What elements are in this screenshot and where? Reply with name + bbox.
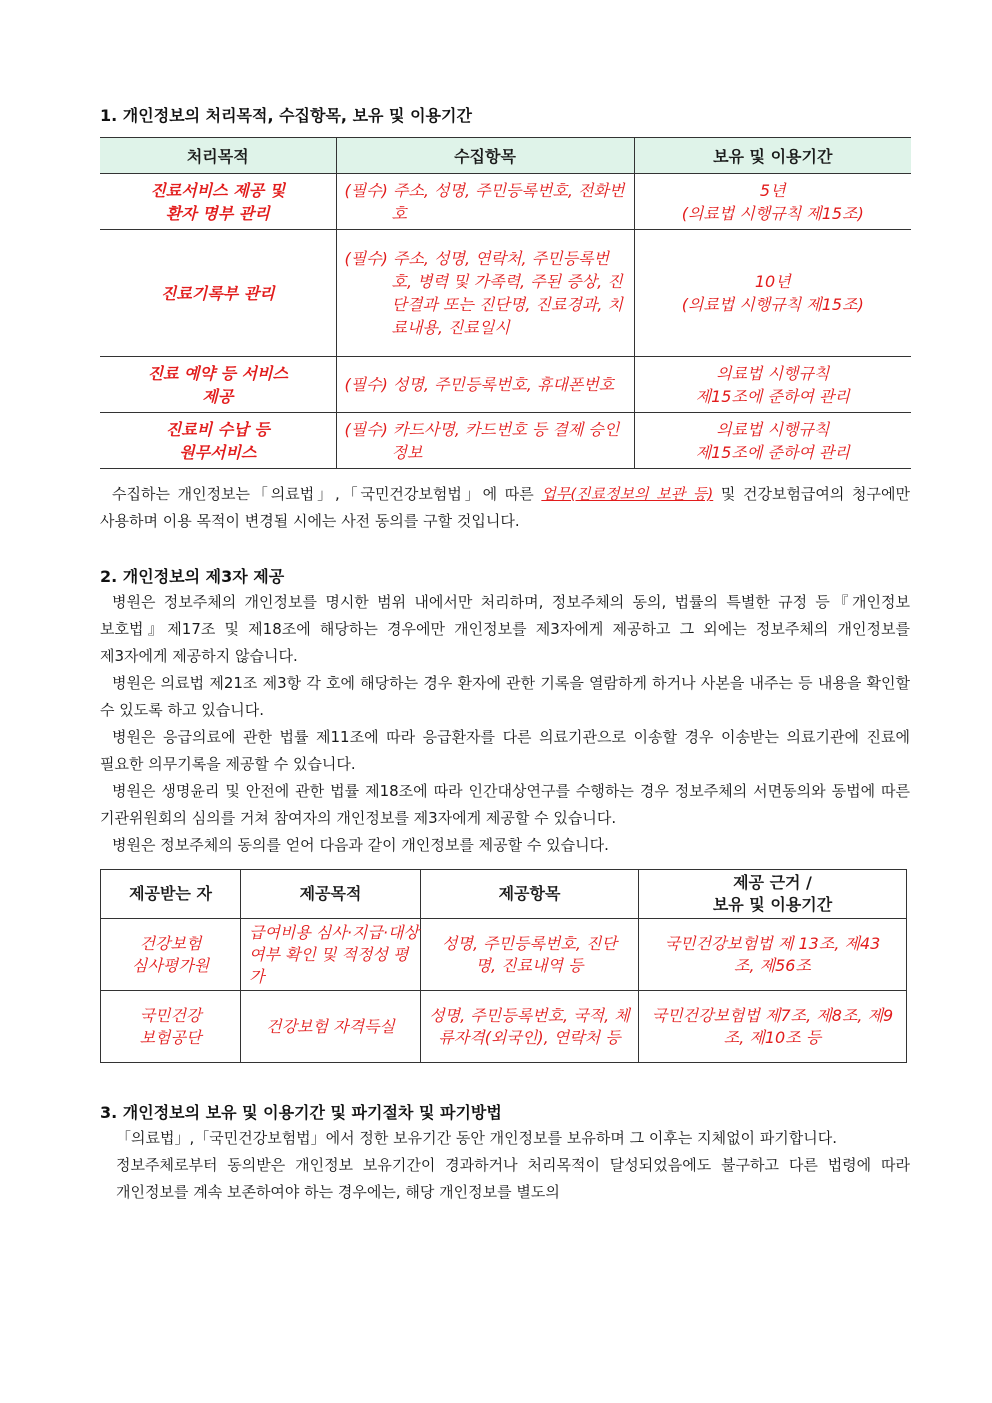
row-purpose: 진료 예약 등 서비스 제공 (100, 357, 336, 413)
row-recipient: 건강보험 심사평가원 (101, 919, 241, 991)
header-items: 수집항목 (336, 138, 634, 174)
document-page (100, 104, 910, 1206)
row-purpose: 진료비 수납 등 원무서비스 (100, 413, 336, 469)
section2-paragraph: 병원은 응급의료에 관한 법률 제11조에 따라 응급환자를 다른 의료기관으로 이송할 경우 이송받는 의료기관에 진료에 필요한 의무기록을 제공할 수 있습니다. (100, 728, 910, 773)
section1-note: 수집하는 개인정보는「의료법」,「국민건강보험법」에 따른 업무(진료정보의 보관 등) 및 건강보험급여의 청구에만 사용하며 이용 목적이 변경될 시에는 사전 동의를 구할 것입니다. (100, 485, 910, 530)
section2-paragraph: 병원은 정보주체의 개인정보를 명시한 범위 내에서만 처리하며, 정보주체의 동의, 법률의 특별한 규정 등『개인정보 보호법』제17조 및 제18조에 해당하는 경우에만 개인정보를 제3자에게 제공하고 그 외에는 정보주체의 개인정보를 제3자에게 제공하지 않습니다. (100, 593, 910, 665)
header-period: 보유 및 이용기간 (634, 138, 911, 174)
table-header-row (100, 138, 911, 174)
table-header-row (101, 870, 907, 919)
section3-paragraph: 「의료법」,「국민건강보험법」에서 정한 보유기간 동안 개인정보를 보유하며 그 이후는 지체없이 파기합니다. (116, 1129, 838, 1147)
table-row (100, 174, 911, 230)
third-party-provision-table (100, 869, 907, 1063)
row-recipient: 국민건강 보험공단 (101, 991, 241, 1063)
header-recipient: 제공받는 자 (101, 870, 241, 919)
section3-heading: 3. 개인정보의 보유 및 이용기간 및 파기절차 및 파기방법 (100, 1103, 502, 1122)
row-items: (필수) 성명, 주민등록번호, 휴대폰번호 (336, 357, 634, 413)
row-items: 성명, 주민등록번호, 국적, 체류자격(외국인), 연락처 등 (421, 991, 639, 1063)
header-purpose: 처리목적 (100, 138, 336, 174)
row-basis: 국민건강보험법 제 13조, 제43조, 제56조 (639, 919, 907, 991)
section2-paragraph: 병원은 정보주체의 동의를 얻어 다음과 같이 개인정보를 제공할 수 있습니다. (112, 836, 609, 854)
section2-heading: 2. 개인정보의 제3자 제공 (100, 567, 285, 586)
table-row (100, 413, 911, 469)
row-items: (필수) 주소, 성명, 주민등록번호, 전화번호 (336, 174, 634, 230)
table-row (100, 230, 911, 357)
section2-paragraph: 병원은 생명윤리 및 안전에 관한 법률 제18조에 따라 인간대상연구를 수행하는 경우 정보주체의 서면동의와 동법에 따른 기관위원회의 심의를 거쳐 참여자의 개인정보를 제3자에게 제공할 수 있습니다. (100, 782, 910, 827)
row-purpose: 건강보험 자격득실 (241, 991, 421, 1063)
row-purpose: 진료기록부 관리 (100, 230, 336, 357)
row-purpose: 급여비용 심사·지급·대상여부 확인 및 적정성 평가 (241, 919, 421, 991)
row-period: 의료법 시행규칙 제15조에 준하여 관리 (634, 413, 911, 469)
section3-paragraph: 정보주체로부터 동의받은 개인정보 보유기간이 경과하거나 처리목적이 달성되었음에도 불구하고 다른 법령에 따라 개인정보를 계속 보존하여야 하는 경우에는, 해당 개인정보를 별도의 (116, 1156, 910, 1201)
row-period: 10년 (의료법 시행규칙 제15조) (634, 230, 911, 357)
row-items: (필수) 주소, 성명, 연락처, 주민등록번호, 병력 및 가족력, 주된 증상, 진단결과 또는 진단명, 진료경과, 치료내용, 진료일시 (336, 230, 634, 357)
row-items: (필수) 카드사명, 카드번호 등 결제 승인정보 (336, 413, 634, 469)
table-row (101, 919, 907, 991)
note-underlined-term: 업무(진료정보의 보관 등) (541, 485, 714, 503)
table-row (101, 991, 907, 1063)
section2-paragraph: 병원은 의료법 제21조 제3항 각 호에 해당하는 경우 환자에 관한 기록을 열람하게 하거나 사본을 내주는 등 내용을 확인할 수 있도록 하고 있습니다. (100, 674, 910, 719)
header-purpose: 제공목적 (241, 870, 421, 919)
table-row (100, 357, 911, 413)
section1-heading: 1. 개인정보의 처리목적, 수집항목, 보유 및 이용기간 (100, 106, 472, 125)
header-items: 제공항목 (421, 870, 639, 919)
row-items: 성명, 주민등록번호, 진단명, 진료내역 등 (421, 919, 639, 991)
row-period: 5년 (의료법 시행규칙 제15조) (634, 174, 911, 230)
row-period: 의료법 시행규칙 제15조에 준하여 관리 (634, 357, 911, 413)
row-basis: 국민건강보험법 제7조, 제8조, 제9조, 제10조 등 (639, 991, 907, 1063)
processing-purpose-table (100, 137, 911, 469)
row-purpose: 진료서비스 제공 및 환자 명부 관리 (100, 174, 336, 230)
header-basis: 제공 근거 / 보유 및 이용기간 (639, 870, 907, 919)
